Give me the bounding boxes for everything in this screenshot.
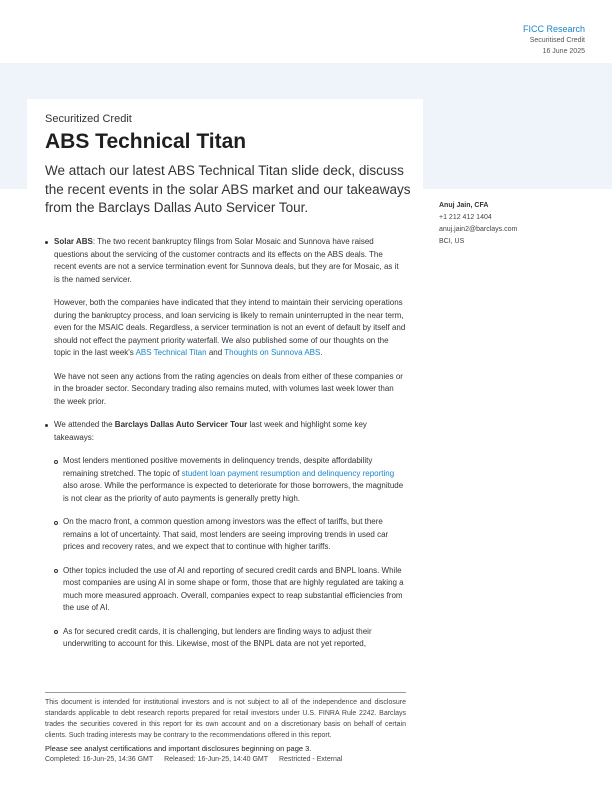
lead-paragraph: We attach our latest ABS Technical Titan slide deck, discuss the recent events in the solar ABS market and our takeaways from the Barclays Dallas Auto Servicer Tour. — [45, 163, 411, 215]
disclaimer: This document is intended for institutional investors and is not subject to all of the independence and disclosure standards applicable to debt research reports prepared for retail investors under U.S. FINRA Rule 2242. Barclays trades the securities covered in this report for its own account and on a discretionary basis on behalf of certain clients. Such trading interests may be contrary to the recommendations offered in this report. — [45, 699, 406, 739]
classification-label: Restricted - External — [278, 756, 343, 763]
report-header — [523, 23, 585, 57]
tour-pre: We attended the — [54, 420, 115, 429]
tour-label: Barclays Dallas Auto Servicer Tour — [114, 420, 248, 429]
author-email[interactable]: anuj.jain2@barclays.com — [439, 226, 518, 233]
bullet-solar — [45, 236, 406, 286]
footer-meta — [45, 754, 406, 765]
author-entity: BCI, US — [439, 238, 465, 245]
sub1-text: Most lenders mentioned positive movements in delinquency trends, despite affordability remaining stretched. The topic of — [63, 456, 373, 478]
paragraph-however — [45, 297, 406, 360]
footer — [45, 692, 406, 765]
bullet-tour — [45, 419, 406, 444]
released-timestamp: Released: 16-Jun-25, 14:40 GMT — [164, 756, 269, 763]
brand-label: FICC Research — [522, 24, 585, 34]
link-student-loan[interactable]: student loan payment resumption and delinquency reporting — [181, 468, 395, 478]
sub-bullet-macro: On the macro front, a common question among investors was the effect of tariffs, but there remains a lot of uncertainty. That said, most lenders are seeing improving trends in used car prices and recovery rates, and we expect that to continue with higher tariffs. — [45, 516, 406, 554]
page-title: ABS Technical Titan — [45, 130, 247, 153]
tour-post: last week and highlight some key takeaways: — [54, 420, 367, 442]
however-end: . — [320, 348, 323, 357]
link-abs-technical-titan[interactable]: ABS Technical Titan — [135, 348, 207, 357]
however-text: However, both the companies have indicated that they intend to maintain their servicing operations during the bankruptcy process, and loan servicing is likely to remain uninterrupted in the near term, even for the MSAIC deals. Regardless, a servicer termination is not an event of default by itself and should not effect the payment priority waterfall. We also published some of our thoughts on the topic in the last week's — [54, 298, 406, 357]
report-date: 16 June 2025 — [542, 48, 585, 55]
however-join: and — [206, 348, 225, 357]
sub-bullet-credit-cards: As for secured credit cards, it is challenging, but lenders are finding ways to adjust their underwriting to account for this. Likewise, most of the BNPL data are not yet reported, — [45, 626, 406, 651]
section-label: Securitised Credit — [529, 37, 585, 44]
author-name: Anuj Jain, CFA — [439, 202, 489, 209]
series-label: Securitized Credit — [45, 113, 132, 125]
sub-bullet-ai: Other topics included the use of AI and reporting of secured credit cards and BNPL loans. While most companies are using AI in some shape or form, those that are highly regulated are taking a much more measured approach. Overall, companies expect to reap substantial efficiencies from the use of AI. — [45, 565, 406, 615]
author-block — [439, 200, 517, 248]
paragraph-rating: We have not seen any actions from the rating agencies on deals from either of these companies or in the broader sector. Secondary trading also remains muted, with volumes last week lower than the week prior. — [54, 371, 403, 406]
author-phone: +1 212 412 1404 — [439, 214, 492, 221]
completed-timestamp: Completed: 16-Jun-25, 14:36 GMT — [45, 756, 154, 763]
sub-bullet-delinquency — [45, 455, 406, 505]
report-body — [45, 236, 406, 662]
link-thoughts-sunnova[interactable]: Thoughts on Sunnova ABS — [224, 348, 321, 357]
solar-text: : The two recent bankruptcy filings from Solar Mosaic and Sunnova have raised questions about the servicing of the customer contracts and its effects on the ABS deals. The recent events are not a service termination event for Sunnova deals, but they are for Mosaic, as it is the named servicer. — [54, 237, 399, 284]
sub1-text-end: also arose. While the performance is expected to deteriorate for those borrowers, the magnitude is not clear as the priority of auto payments is generally pretty high. — [63, 481, 404, 503]
certifications-note: Please see analyst certifications and important disclosures beginning on page 3. — [45, 744, 312, 753]
solar-label: Solar ABS — [54, 237, 93, 246]
